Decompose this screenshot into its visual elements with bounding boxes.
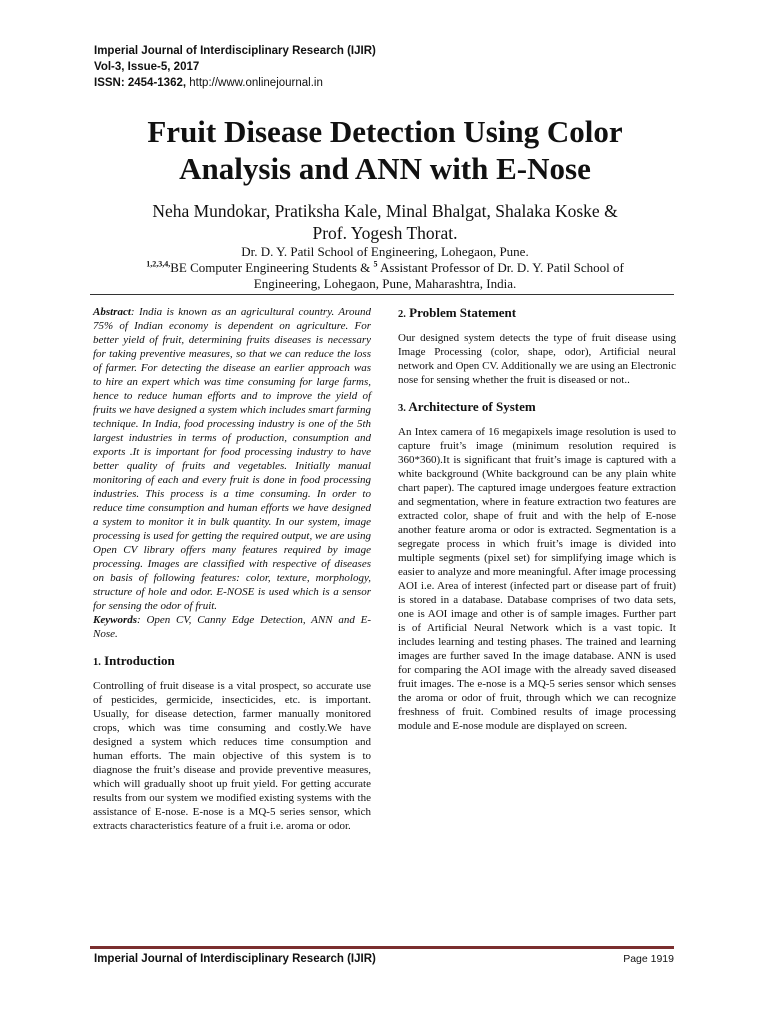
header-divider [90,294,674,295]
paper-title [60,113,710,187]
journal-issn: ISSN: 2454-1362, [94,77,187,89]
architecture-text: An Intex camera of 16 megapixels image resolution is used to capture fruit’s image (minimum resolution required is 360*360).It is significant that fruit’s image is captured with a white background (White background can be any plain white chart paper). The captured image undergoes feature extraction and segmentation, where in feature extraction two features are extracted color, shape of fruit and with the help of E-nose another feature aroma or odor is extracted. Segmentation is a segregate process in which fruit’s image is divided into multiple segments (pixel set) for simplifying image which is easier to analyze and more meaningful. After image processing AOI i.e. Area of interest (infected part or disease part of fruit) is stored in a database. Database comprises of two data sets, one is AOI image and other is of sample images. Further part is of Artificial Neural Network which is a vast topic. It includes learning and testing phases. The trained and learning images are further saved In the image database. ANN is used for comparing the AOI image with the already saved diseased fruit images. The e-nose is a MQ-5 series sensor which senses the aroma or odor of fruit, through which we can recognize freshness of fruit. Combined results of image processing module and E-nose module are displayed on screen. [398,426,676,732]
journal-url[interactable]: http://www.onlinejournal.in [186,77,323,89]
title-line-1: Fruit Disease Detection Using Color [147,114,623,149]
section-heading-architecture [398,399,676,417]
left-column [93,305,371,833]
right-column [398,305,676,733]
authors-line-1: Neha Mundokar, Pratiksha Kale, Minal Bhalgat, Shalaka Koske & [152,201,618,221]
section-title: Architecture of System [405,399,536,414]
section-title: Introduction [100,653,175,668]
section-heading-introduction [93,653,371,671]
author-list [60,200,710,244]
affiliation-text-2a: BE Computer Engineering Students & [170,260,374,275]
journal-name: Imperial Journal of Interdisciplinary Research (IJIR) [94,45,376,57]
abstract [93,305,371,613]
keywords [93,613,371,641]
abstract-label: Abstract [93,306,131,318]
affiliation [60,244,710,292]
affiliation-line-2 [60,260,710,276]
footer-journal: Imperial Journal of Interdisciplinary Research (IJIR) [94,953,376,965]
introduction-text: Controlling of fruit disease is a vital prospect, so accurate use of pesticides, germicide, insecticides, etc. is important. Usually, for disease detection, farmer manually monitored crops, which was time consuming and costly.We have designed a system which reduces time consumption and human efforts. The main objective of this system is to diagnose the fruit’s disease and provide preventive measures, which will gradually shoot up fruit yield. For getting accurate results from our system we modified existing systems with the assistance of E-nose. E-nose is a MQ-5 series sensor, which extracts characteristics feature of a fruit i.e. aroma or odor. [93,680,371,832]
affiliation-sup-2: 5 [373,259,378,269]
keywords-text: : Open CV, Canny Edge Detection, ANN and E-Nose. [93,614,371,640]
section-number: 3. [398,403,406,414]
affiliation-line-3: Engineering, Lohegaon, Pune, Maharashtra, India. [253,276,517,291]
abstract-text: : India is known as an agricultural country. Around 75% of Indian economy is dependent on agriculture. For better yield of fruit, determining fruits diseases is necessary for taking preventive measures, so that we can reduce the loss of farmer. For detecting the disease an earlier approach was to hire an expert which was time consuming for large farms, hence to reduce human efforts and to improve the yield of fruits we have designed a system which includes smart farming technique. In India, food processing industry is one of the 5th largest industries in terms of production, consumption and exports .It is important for food processing industry to have better quality of fruits and vegetables. Initially manual monitoring of each and every fruit is done in food processing industries. This process is a time consuming. In order to reduce time consumption and human efforts we have designed a system to monitor it in bulk quantity. In our system, image processing is used for getting the required output, we are using Open CV library offers many features required by image processing. Images are classified with respective of diseases on basis of following features: color, texture, morphology, structure of hole and odor. E-NOSE is used which is a sensor for sensing the odor of fruit. [93,306,371,612]
journal-header [94,43,376,91]
authors-line-2: Prof. Yogesh Thorat. [312,223,458,243]
section-number: 1. [93,657,101,668]
section-number: 2. [398,309,406,320]
page-number: Page 1919 [623,953,674,965]
affiliation-sup-1: 1,2,3,4, [146,259,171,269]
footer-divider [90,946,674,949]
page-footer [94,953,674,965]
title-line-2: Analysis and ANN with E-Nose [179,151,591,186]
problem-statement-text: Our designed system detects the type of fruit disease using Image Processing (color, shape, odor), Artificial neural network and Open CV. Additionally we are using an Electronic nose for sensing whether the fruit is diseased or not.. [398,332,676,386]
section-title: Problem Statement [405,305,517,320]
section-heading-problem [398,305,676,323]
journal-volume: Vol-3, Issue-5, 2017 [94,61,200,73]
keywords-label: Keywords [93,614,137,626]
affiliation-line-1: Dr. D. Y. Patil School of Engineering, Lohegaon, Pune. [241,244,529,259]
affiliation-text-2b: Assistant Professor of Dr. D. Y. Patil School of [377,260,624,275]
